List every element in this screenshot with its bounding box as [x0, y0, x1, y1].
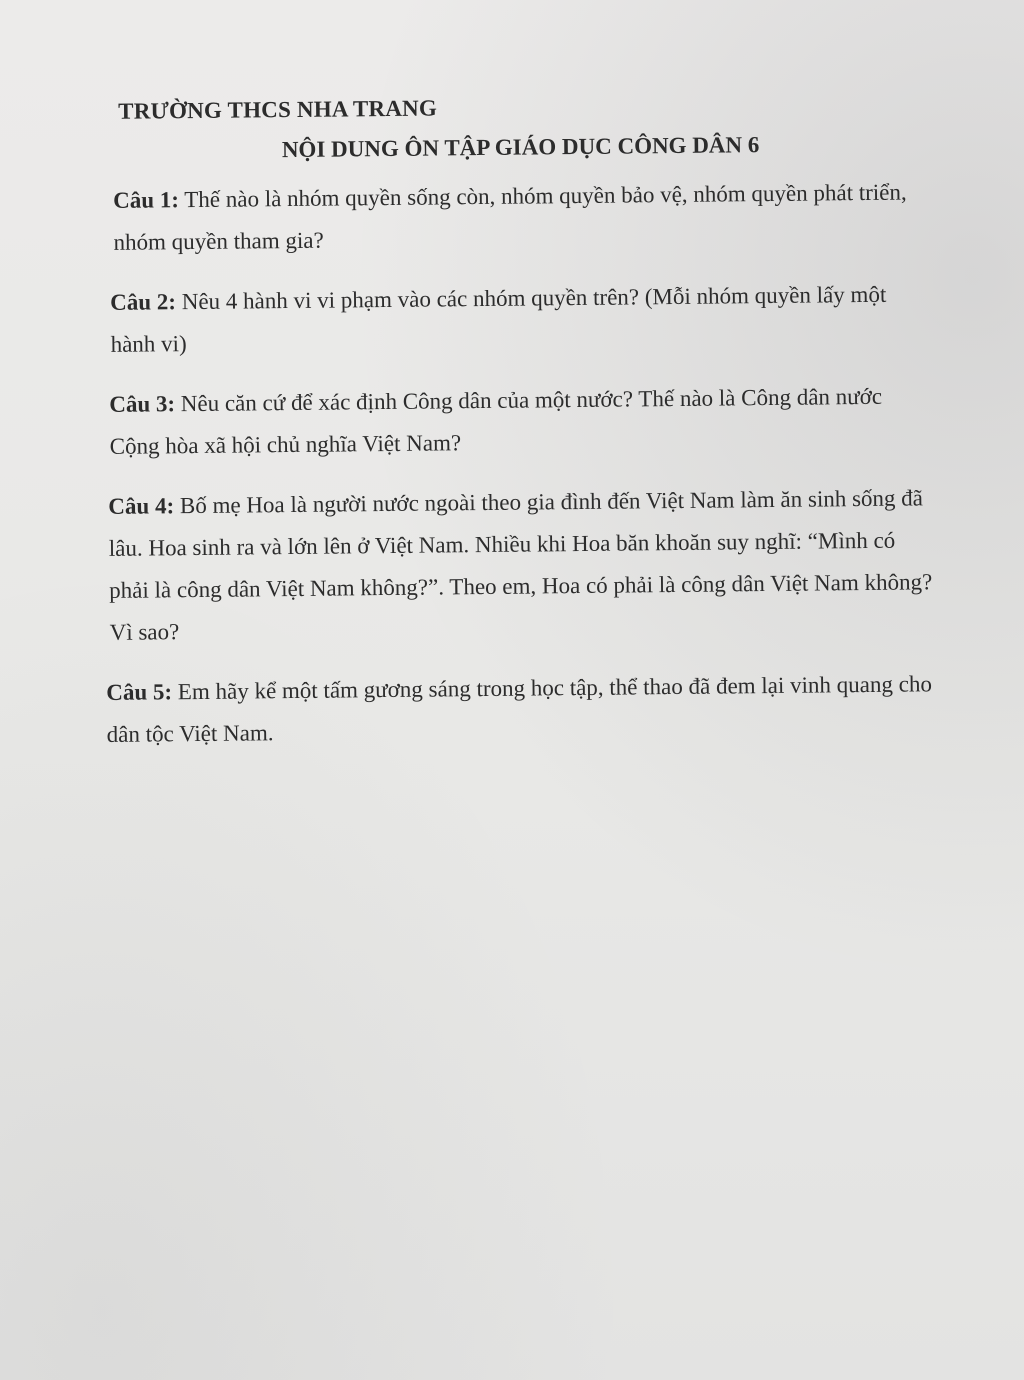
question-3-label: Câu 3:	[109, 391, 176, 417]
question-1-label: Câu 1:	[113, 187, 180, 213]
question-5-label: Câu 5:	[106, 679, 173, 705]
question-1	[113, 171, 914, 263]
document-title: NỘI DUNG ÔN TẬP GIÁO DỤC CÔNG DÂN 6	[281, 132, 760, 163]
question-4-label: Câu 4:	[108, 493, 175, 519]
question-4	[108, 477, 940, 654]
document-content	[100, 83, 947, 774]
question-5-text: Em hãy kể một tấm gương sáng trong học tập, thể thao đã đem lại vinh quang cho dân tộc Việt Nam.	[106, 671, 933, 747]
question-3	[109, 375, 925, 468]
question-5	[106, 663, 947, 756]
question-2-text: Nêu 4 hành vi vi phạm vào các nhóm quyền trên? (Mỗi nhóm quyền lấy một hành vi)	[110, 281, 887, 357]
school-name: TRƯỜNG THCS NHA TRANG	[118, 95, 438, 124]
question-2-label: Câu 2:	[110, 289, 177, 315]
question-4-text: Bố mẹ Hoa là người nước ngoài theo gia đình đến Việt Nam làm ăn sinh sống đã lâu. Hoa sinh ra và lớn lên ở Việt Nam. Nhiều khi Hoa băn khoăn suy nghĩ: “Mình có phải là công dân Việt Nam không?”. Theo em, Hoa có phải là công dân Việt Nam không? Vì sao?	[108, 485, 933, 645]
question-3-text: Nêu căn cứ để xác định Công dân của một nước? Thế nào là Công dân nước Cộng hòa xã hội chủ nghĩa Việt Nam?	[109, 383, 883, 459]
question-1-text: Thế nào là nhóm quyền sống còn, nhóm quyền bảo vệ, nhóm quyền phát triển, nhóm quyền tham gia?	[113, 179, 907, 255]
question-2	[110, 273, 921, 365]
